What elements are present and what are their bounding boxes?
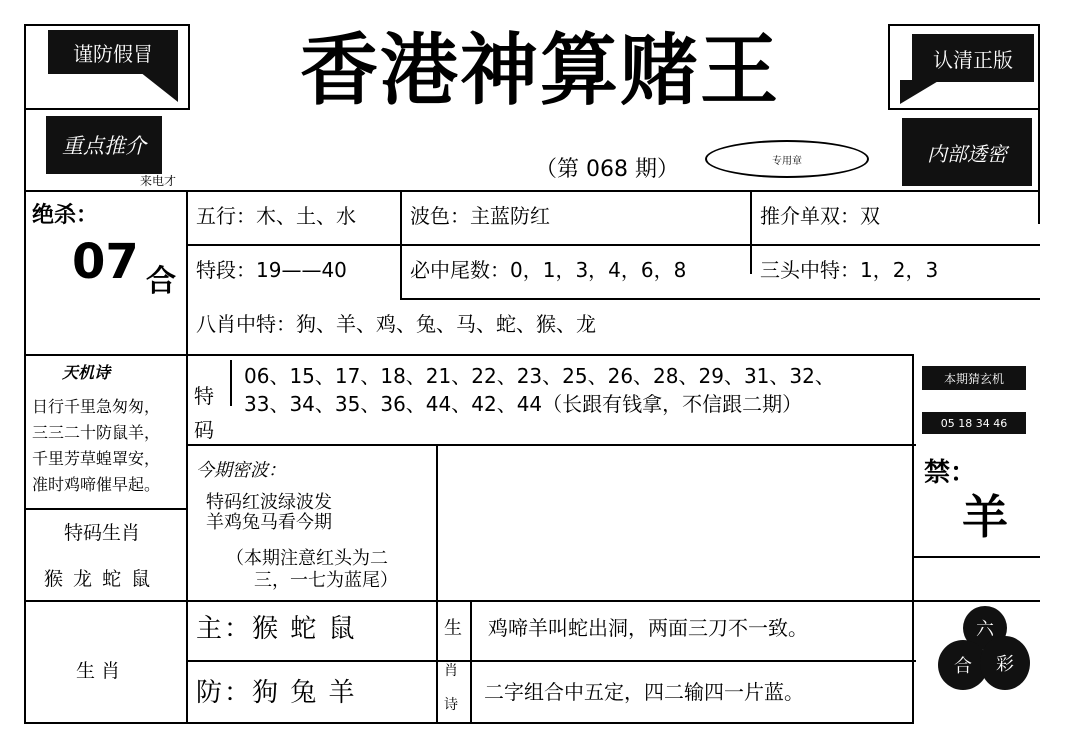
left-tag — [48, 30, 178, 74]
guess-value — [922, 412, 1026, 434]
tianji-line-4: 准时鸡啼催早起。 — [32, 475, 161, 494]
mibo-note-1: （本期注意红头为二 — [226, 548, 388, 569]
shengxiao-main: 主：猴 蛇 鼠 — [196, 614, 357, 644]
danshuang: 推介单双：双 — [760, 204, 880, 228]
logo-char-3: 彩 — [996, 654, 1014, 675]
issue-number: （第 068 期） — [535, 157, 679, 182]
mibo-title: 今期密波： — [196, 460, 286, 481]
shengxiao-fang: 防：狗 兔 羊 — [196, 678, 357, 708]
tema-line-1: 06、15、17、18、21、22、23、25、26、28、29、31、32、 — [244, 364, 835, 388]
kill-label: 绝杀： — [32, 203, 99, 228]
mibo-line-1: 特码红波绿波发 — [206, 492, 332, 513]
kill-number: 07 — [72, 234, 139, 290]
tema-line-2: 33、34、35、36、44、42、44（长跟有钱拿，不信跟二期） — [244, 392, 803, 416]
shengxiao-poem-2: 二字组合中五定，四二输四一片蓝。 — [484, 680, 804, 704]
left-tag-text: 谨防假冒 — [73, 41, 153, 66]
shengxiao-side-3: 诗 — [444, 697, 458, 713]
logo-char-2: 合 — [954, 656, 972, 677]
weishu: 必中尾数：0，1，3，4，6，8 — [410, 258, 687, 282]
mibo-note-2: 三，一七为蓝尾） — [254, 570, 398, 591]
right-tag-text: 认清正版 — [933, 47, 1013, 72]
jin-value: 羊 — [962, 490, 1008, 544]
tema-label-1: 特 — [194, 384, 214, 408]
tema-label-2: 码 — [194, 418, 214, 442]
tianji-line-3: 千里芳草蝗罩安， — [32, 449, 161, 468]
right-badge — [902, 118, 1032, 186]
right-tag-pointer — [900, 80, 940, 104]
shengxiao-label: 生 肖 — [76, 660, 121, 682]
guess-label — [922, 366, 1026, 390]
tianji-line-1: 日行千里急匆匆， — [32, 397, 161, 416]
official-stamp — [705, 140, 869, 178]
kill-unit: 合 — [146, 264, 176, 299]
left-tag-pointer — [140, 72, 178, 102]
logo-char-1: 六 — [976, 619, 994, 640]
mibo-line-2: 羊鸡兔马看今期 — [206, 512, 332, 533]
logo-circle-right — [980, 636, 1030, 690]
page-title: 香港神算赌王 — [300, 26, 781, 116]
right-badge-text: 内部透密 — [927, 141, 1007, 166]
left-badge-sub: 来电才 — [140, 174, 177, 188]
right-tag — [912, 34, 1034, 82]
tianji-title: 天机诗 — [62, 363, 111, 382]
tema-shengxiao-label: 特码生肖 — [64, 522, 141, 544]
left-badge — [46, 116, 162, 174]
teduan: 特段：19——40 — [196, 258, 347, 282]
left-badge-text: 重点推介 — [62, 134, 146, 158]
stamp-text: 专用章 — [772, 155, 802, 167]
shengxiao-side-2: 肖 — [444, 663, 458, 679]
tianji-line-2: 三三二十防鼠羊， — [32, 423, 161, 442]
tema-shengxiao-value: 猴 龙 蛇 鼠 — [44, 568, 153, 590]
wuxing: 五行：木、土、水 — [196, 204, 356, 228]
guess-label-text: 本期猜玄机 — [943, 371, 1004, 386]
bose: 波色：主蓝防红 — [410, 204, 550, 228]
guess-value-text: 05 18 34 46 — [940, 416, 1008, 430]
shengxiao-side-1: 生 — [444, 618, 462, 639]
jin-label: 禁： — [924, 458, 977, 488]
liuhecai-logo — [938, 606, 1032, 700]
baxiao: 八肖中特：狗、羊、鸡、兔、马、蛇、猴、龙 — [196, 312, 596, 336]
shengxiao-poem-1: 鸡啼羊叫蛇出洞，两面三刀不一致。 — [488, 616, 808, 640]
santou: 三头中特：1，2，3 — [760, 258, 939, 282]
